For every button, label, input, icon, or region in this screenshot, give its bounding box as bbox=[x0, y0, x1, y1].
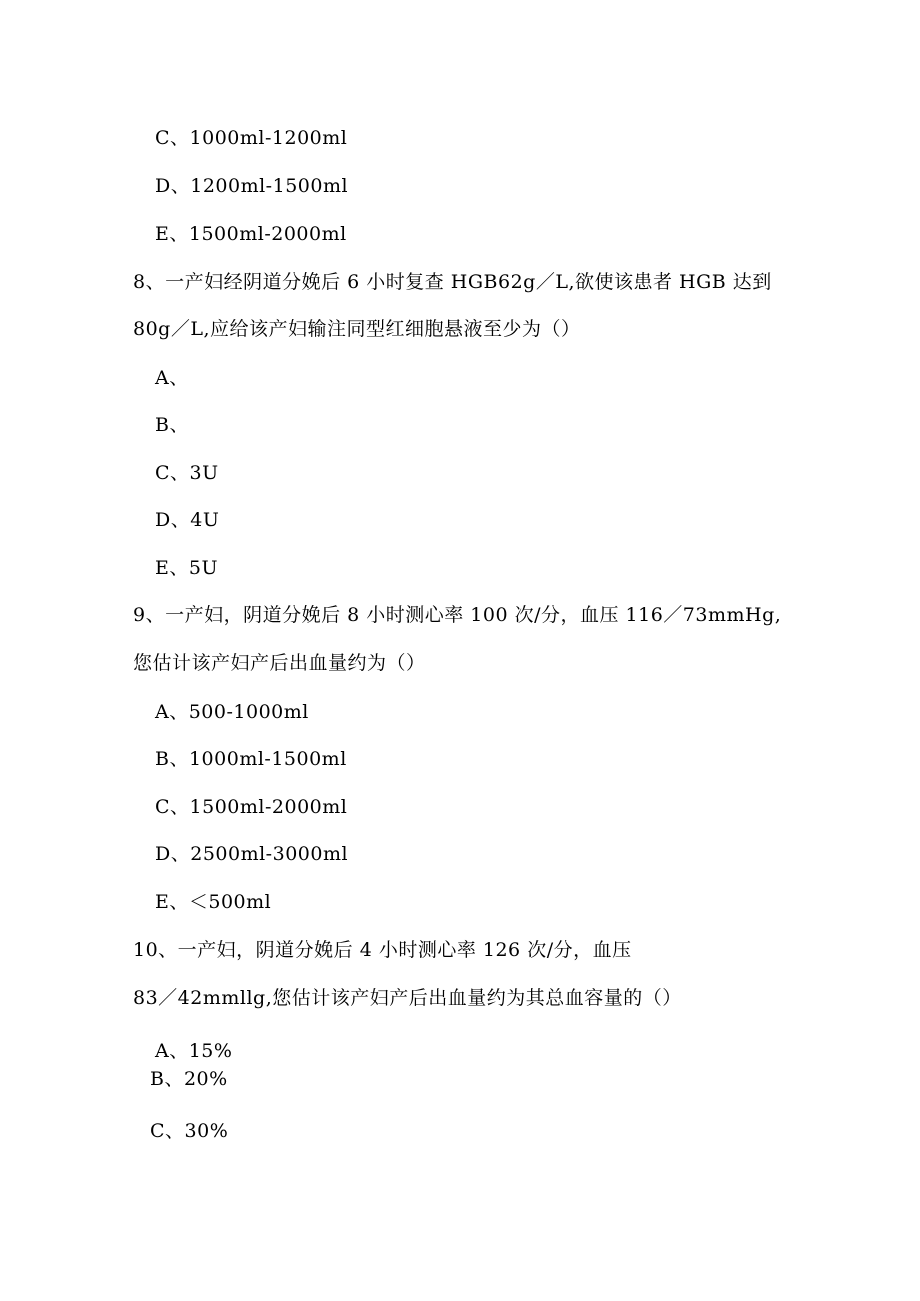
q10-stem-line1: 10、一产妇，阴道分娩后 4 小时测心率 126 次/分，血压 bbox=[133, 939, 632, 961]
q9-stem-line1: 9、一产妇，阴道分娩后 8 小时测心率 100 次/分，血压 116／73mmHg, bbox=[133, 604, 782, 626]
q8-option-d: D、4U bbox=[155, 509, 220, 531]
q7-option-c: C、1000ml-1200ml bbox=[155, 127, 348, 149]
q7-option-d: D、1200ml-1500ml bbox=[155, 175, 349, 197]
q10-option-a: A、15% bbox=[155, 1040, 233, 1062]
q8-option-a: A、 bbox=[155, 367, 189, 389]
q9-option-b: B、1000ml-1500ml bbox=[155, 748, 347, 770]
q10-option-c: C、30% bbox=[150, 1120, 229, 1142]
q8-option-b: B、 bbox=[155, 414, 189, 436]
q10-option-b: B、20% bbox=[150, 1068, 228, 1090]
q10-stem-line2: 83／42mmllg,您估计该产妇产后出血量约为其总血容量的（） bbox=[133, 987, 682, 1009]
q9-option-e: E、＜500ml bbox=[155, 891, 272, 913]
q8-stem-line1: 8、一产妇经阴道分娩后 6 小时复查 HGB62g／L,欲使该患者 HGB 达到 bbox=[133, 271, 772, 293]
q9-option-c: C、1500ml-2000ml bbox=[155, 796, 348, 818]
q9-stem-line2: 您估计该产妇产后出血量约为（） bbox=[133, 652, 426, 674]
q7-option-e: E、1500ml-2000ml bbox=[155, 223, 347, 245]
q9-option-d: D、2500ml-3000ml bbox=[155, 843, 349, 865]
q8-stem-line2: 80g／L,应给该产妇输注同型红细胞悬液至少为（） bbox=[133, 318, 581, 340]
q9-option-a: A、500-1000ml bbox=[155, 701, 309, 723]
q8-option-c: C、3U bbox=[155, 462, 219, 484]
q8-option-e: E、5U bbox=[155, 557, 218, 579]
